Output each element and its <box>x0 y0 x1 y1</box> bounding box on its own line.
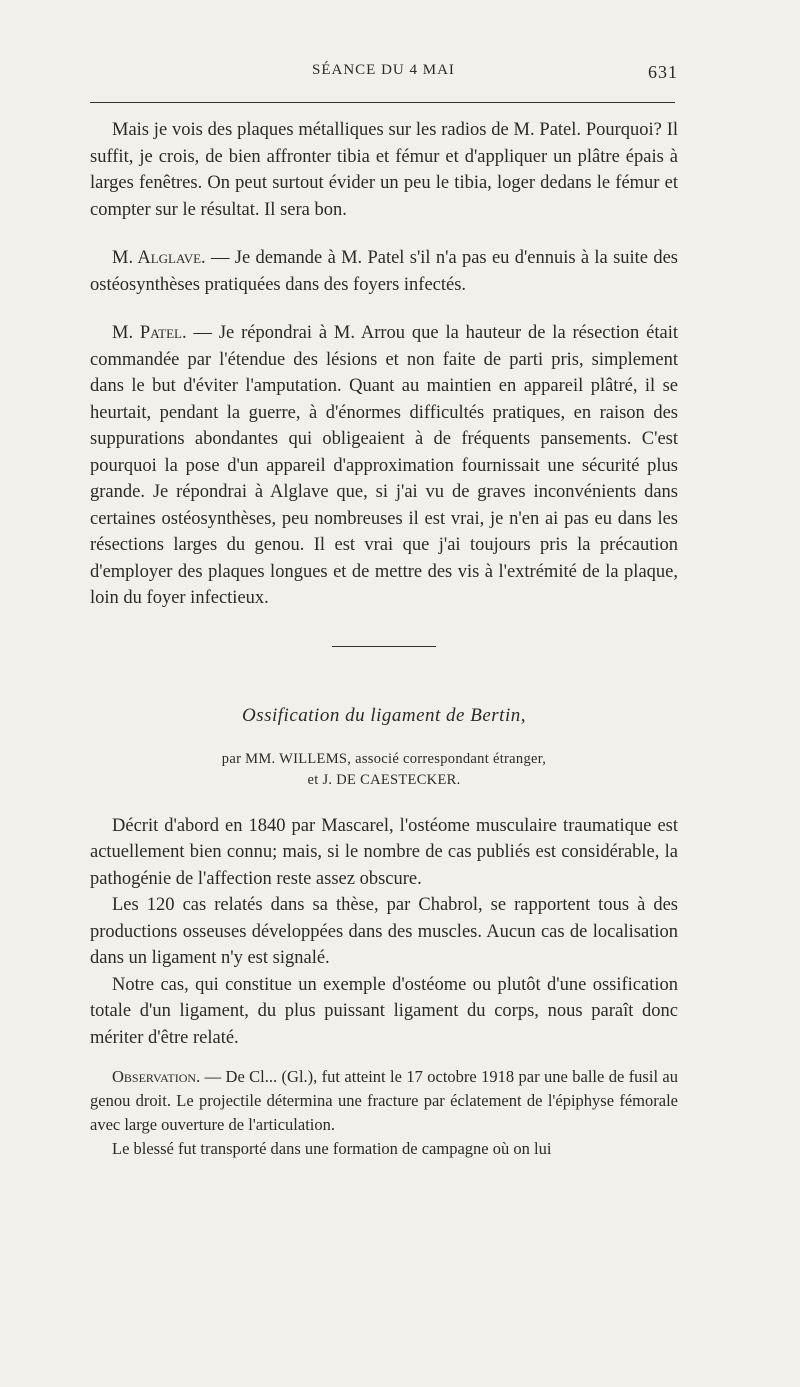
observation-paragraph <box>90 1065 678 1137</box>
observation-text: — De Cl... (Gl.), fut atteint le 17 octobre 1918 par une balle de fusil au genou droit. Le projectile détermina une fracture par éclatement de l'épiphyse fémorale avec large ouverture de l'articulation. <box>90 1067 678 1134</box>
alglave-remark <box>90 245 678 298</box>
page-body <box>90 117 678 1161</box>
patel-reply <box>90 320 678 612</box>
speaker-name: M. Alglave. <box>112 248 206 268</box>
article-paragraph: Décrit d'abord en 1840 par Mascarel, l'ostéome musculaire traumatique est actuellement bien connu; mais, si le nombre de cas publiés est considérable, la pathogénie de l'affection reste assez obscure. <box>90 815 678 889</box>
discussion-paragraph: Mais je vois des plaques métalliques sur les radios de M. Patel. Pourquoi? Il suffit, je crois, de bien affronter tibia et fémur et d'appliquer un plâtre épais à larges fenêtres. On peut surtout évider un peu le tibia, loger dedans le fémur et compter sur le résultat. Il sera bon. <box>90 120 678 220</box>
article-byline <box>90 749 678 791</box>
article-title: Ossification du ligament de Bertin, <box>241 704 526 726</box>
running-header <box>90 62 680 86</box>
byline-line: par MM. WILLEMS, associé correspondant étranger, <box>221 750 547 767</box>
section-divider <box>332 646 436 647</box>
observation-section <box>90 1065 678 1161</box>
article-body <box>90 813 678 1052</box>
observation-paragraph: Le blessé fut transporté dans une formation de campagne où on lui <box>112 1139 552 1158</box>
header-rule <box>90 102 675 103</box>
reply-text: — Je répondrai à M. Arrou que la hauteur de la résection était commandée par l'étendue des lésions et non faite de parti pris, simplement dans le but d'éviter l'amputation. Quant au maintien en appareil plâtré, il se heurtait, pendant la guerre, à d'énormes difficultés pratiques, en raison des suppurations abondantes qui obligeaient à de fréquents pansements. C'est pourquoi la pose d'un appareil d'approximation fournissait une sécurité plus grande. Je répondrai à Alglave que, si j'ai vu de graves inconvénients dans certaines ostéosynthèses, peu nombreuses il est vrai, je n'en ai pas eu dans les résections larges du genou. Il est vrai que j'ai toujours pris la précaution d'employer des plaques longues et de mettre des vis à l'extrémité de la plaque, loin du foyer infectieux. <box>90 323 678 608</box>
article-paragraph: Notre cas, qui constitue un exemple d'ostéome ou plutôt d'une ossification totale d'un ligament, du plus puissant ligament du corps, nous paraît donc mériter d'être relaté. <box>90 974 678 1048</box>
running-title: SÉANCE DU 4 MAI <box>312 62 455 78</box>
remark-text: — Je demande à M. Patel s'il n'a pas eu d'ennuis à la suite des ostéosynthèses pratiquées dans des foyers infectés. <box>90 248 678 295</box>
article-paragraph: Les 120 cas relatés dans sa thèse, par Chabrol, se rapportent tous à des productions osseuses développées dans des muscles. Aucun cas de localisation dans un ligament n'y est signalé. <box>90 895 678 968</box>
speaker-name: M. Patel. <box>112 323 187 343</box>
byline-line: et J. DE CAESTECKER. <box>307 771 461 788</box>
observation-label: Observation. <box>112 1067 201 1086</box>
page-number: 631 <box>648 62 678 82</box>
